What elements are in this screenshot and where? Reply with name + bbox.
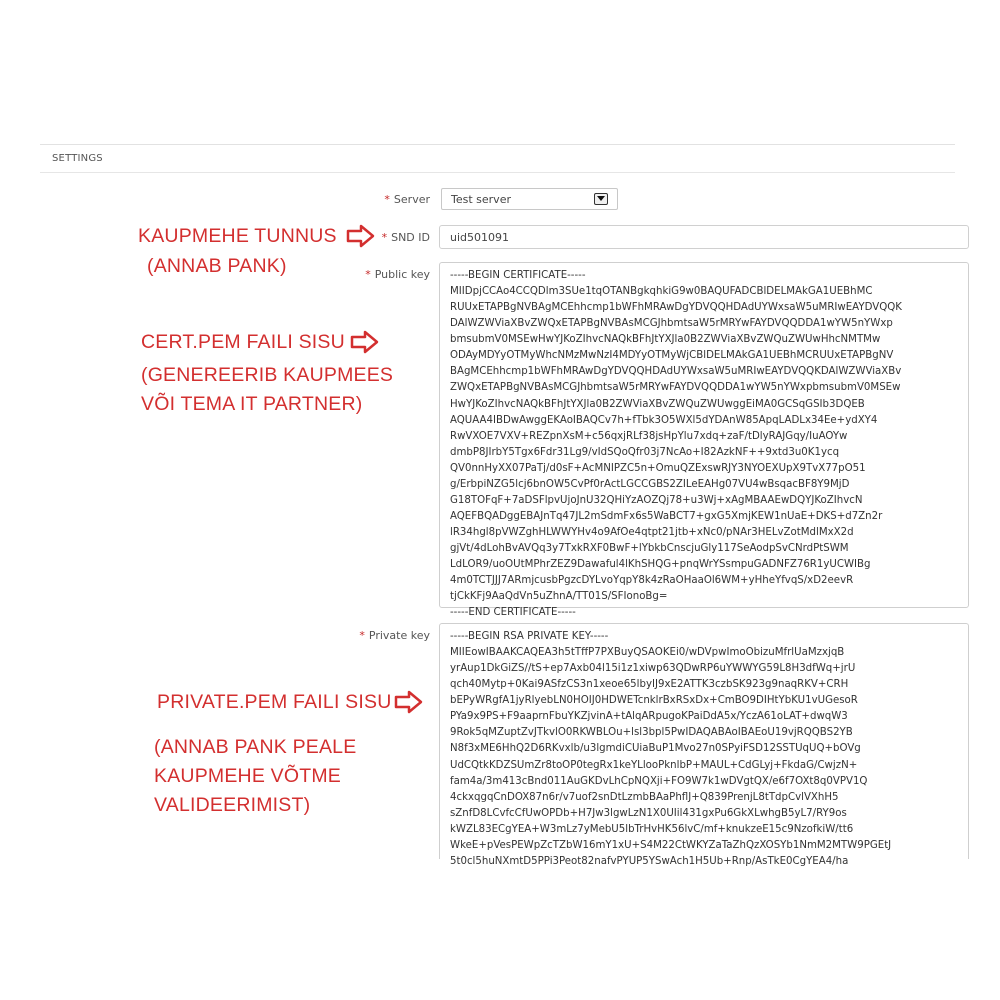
- annotation-snd-id-title: KAUPMEHE TUNNUS: [138, 225, 337, 247]
- annotation-private-note-3: VALIDEERIMIST): [154, 794, 311, 816]
- public-key-textarea[interactable]: [439, 262, 969, 619]
- required-marker: *: [381, 231, 388, 244]
- snd-id-input[interactable]: uid501091: [439, 225, 969, 249]
- annotation-cert-title: CERT.PEM FAILI SISU: [141, 331, 345, 353]
- snd-id-label: * SND ID: [381, 231, 430, 244]
- right-arrow-icon: [350, 330, 380, 354]
- public-key-label: * Public key: [365, 268, 430, 281]
- required-marker: *: [359, 629, 365, 642]
- annotation-cert-note-2: VÕI TEMA IT PARTNER): [141, 393, 363, 415]
- annotation-private-title: PRIVATE.PEM FAILI SISU: [157, 691, 392, 713]
- annotation-private-note-2: KAUPMEHE VÕTME: [154, 765, 341, 787]
- chevron-down-icon[interactable]: [594, 193, 608, 205]
- public-key-content: -----BEGIN CERTIFICATE----- MIIDpjCCAo4CCQDlm3SUe1tqOTANBgkqhkiG9w0BAQUFADCBlDELMAkGA1UEBhMC RUUxETAPBgNVBAgMCEhhcmp1bWFhMRAwDgYDVQQHDAdUYWxsaW5uMRIwEAYDVQQK DAlWZWViaXBvZWQxETAPBgNVBAsMCGJhbmtsaW5rMRYwFAYDVQQDDA1wYW5nYWxp bmsubmV0MSEwHwYJKoZIhvcNAQkBFhJtYXJla0B2ZWViaXBvZWQuZWUwHhcNMTMw ODAyMDYyOTMyWhcNMzMwNzI4MDYyOTMyWjCBlDELMAkGA1UEBhMCRUUxETAPBgNV BAgMCEhhcmp1bWFhMRAwDgYDVQQHDAdUYWxsaW5uMRIwEAYDVQQKDAlWZWViaXBv ZWQxETAPBgNVBAsMCGJhbmtsaW5rMRYwFAYDVQQDDA1wYW5nYWxpbmsubmV0MSEw HwYJKoZIhvcNAQkBFhJtYXJla0B2ZWViaXBvZWQuZWUwggEiMA0GCSqGSIb3DQEB AQUAA4IBDwAwggEKAoIBAQCv7h+fTbk3O5WXl5dYDAnW85ApqLADLx34Ee+ydXY4 RwVXOE7VXV+REZpnXsM+c56qxjRLf38jsHpYlu7xdq+zaF/tDlyRAJGqy/IuAOYw dmbP8JIrbY5Tgx6Fdr31Lg9/vIdSQoQfr03j7NcAo+I82AzkNF++9xtd3u0K1ycq QV0nnHyXX07PaTj/d0sF+AcMNIPZC5n+OmuQZExswRJY3NYOEXUpX9TvX77pO51 g/ErbpiNZG5lcj6bnOW5CvPf0rActLGCCGBS2ZILeEAHg07VU4wBsqacBF8Y9MjD G18TOFqF+7aDSFlpvUjoJnU32QHiYzAOZQj78+u3Wj+xAgMBAAEwDQYJKoZIhvcN AQEFBQADggEBAJnTq47JL2mSdmFx6s5WaBCT7+gxG5XmjKEW1nUaE+DKS+d7Zn2r lR34hgl8pVWZghHLWWYHv4o9AfOe4qtpt21jtb+xNc0/pNAr3HELvZotMdlMxX2d gjVt/4dLohBvAVQq3y7TxkRXF0BwF+lYbkbCnscjuGly117SeAodpSvCNrdPtSWM LdLOR9/uoOUtMPhrZEZ9Dawaful4lKhSHQG+pnqWrYSsmpuGADNFZ76R1yUCWIBg 4m0TCTJJJ7ARmjcusbPgzcDYLvoYqpY8k4zRaOHaaOl6WM+yHheYfvqS/xD2eevR tjCkKFj9AaQdVn5uZhnA/TT01S/SFIonoBg= -----END CERTIFICATE-----: [450, 270, 902, 619]
- private-key-content: -----BEGIN RSA PRIVATE KEY----- MIIEowIBAAKCAQEA3h5tTffP7PXBuyQSAOKEi0/wDVpwImoObizuMfrlUaMzxjqB yrAup1DkGiZS//tS+ep7Axb04l15i1z1xiwp63QDwRP6uYWWYG59L8H3dfWq+jrU qch40Mytp+0Kai9ASfzCS3n1xeoe65lbyIJ9xE2ATTK3czbSK923g9naqRKV+CRH bEPyWRgfA1jyRlyebLN0HOIJ0HDWETcnklrBxRSxDx+CmBO9DIHtYbKU1vUGesoR PYa9x9PS+F9aaprnFbuYKZjvinA+tAlqARpugoKPaiDdA5x/YczA61oLAT+dwqW3 9Rok5qMZuptZvJTkvlO0RKWBLOu+lsl3bpl5PwIDAQABAoIBAEoU19vjRQQBS2YB N8f3xME6HhQ2D6RKvxlb/u3lgmdiCUiaBuP1Mvo27n0SPyiFSD12SSTUqUQ+bOVg UdCQtkKDZSUmZr8toOP0tegRx1keYLlooPknlbP+MAUL+CdGLyj+FkdaG/CwjzN+ fam4a/3m413cBnd011AuGKDvLhCpNQXji+FO9W7k1wDVgtQX/e6f7OXt8q0VPV1Q 4ckxqgqCnDOX87n6r/v7uof2snDtLzmbBAaPhflJ+Q839PrenjL8tTdpCvlVXhH5 sZnfD8LCvfcCfUwOPDb+H7Jw3lgwLzN1X0UIil431gxPu6GkXLwhgB5yL7/RY9os kWZL83ECgYEA+W3mLz7yMebU5lbTrHvHK56lvC/mf+knukzeE15c9NzofkiW/tt6 WkeE+pVesPEWpZcTZbW16mY1xU+S4M22CtWKYZaTaZhQzXOSYb1NmM2MTW9PGEtJ 5t0cl5huNXmtD5PPi3Peot82nafvPYUP5YSwAch1H5Ub+Rnp/AsTkE0CgYEA4/ha: [450, 631, 892, 867]
- private-key-textarea[interactable]: [439, 623, 969, 867]
- server-label: * Server: [384, 193, 430, 206]
- required-marker: *: [384, 193, 390, 206]
- panel-divider: [40, 172, 955, 173]
- right-arrow-icon: [346, 224, 376, 248]
- server-select[interactable]: [441, 188, 618, 210]
- annotation-private-note-1: (ANNAB PANK PEALE: [154, 736, 357, 758]
- right-arrow-icon: [394, 690, 424, 714]
- private-key-label: * Private key: [359, 629, 430, 642]
- panel-border: [40, 144, 955, 145]
- annotation-snd-id-note: (ANNAB PANK): [147, 255, 287, 277]
- panel-title: SETTINGS: [52, 153, 103, 164]
- annotation-cert-note-1: (GENEREERIB KAUPMEES: [141, 364, 394, 386]
- required-marker: *: [365, 268, 371, 281]
- server-select-value: Test server: [451, 193, 511, 206]
